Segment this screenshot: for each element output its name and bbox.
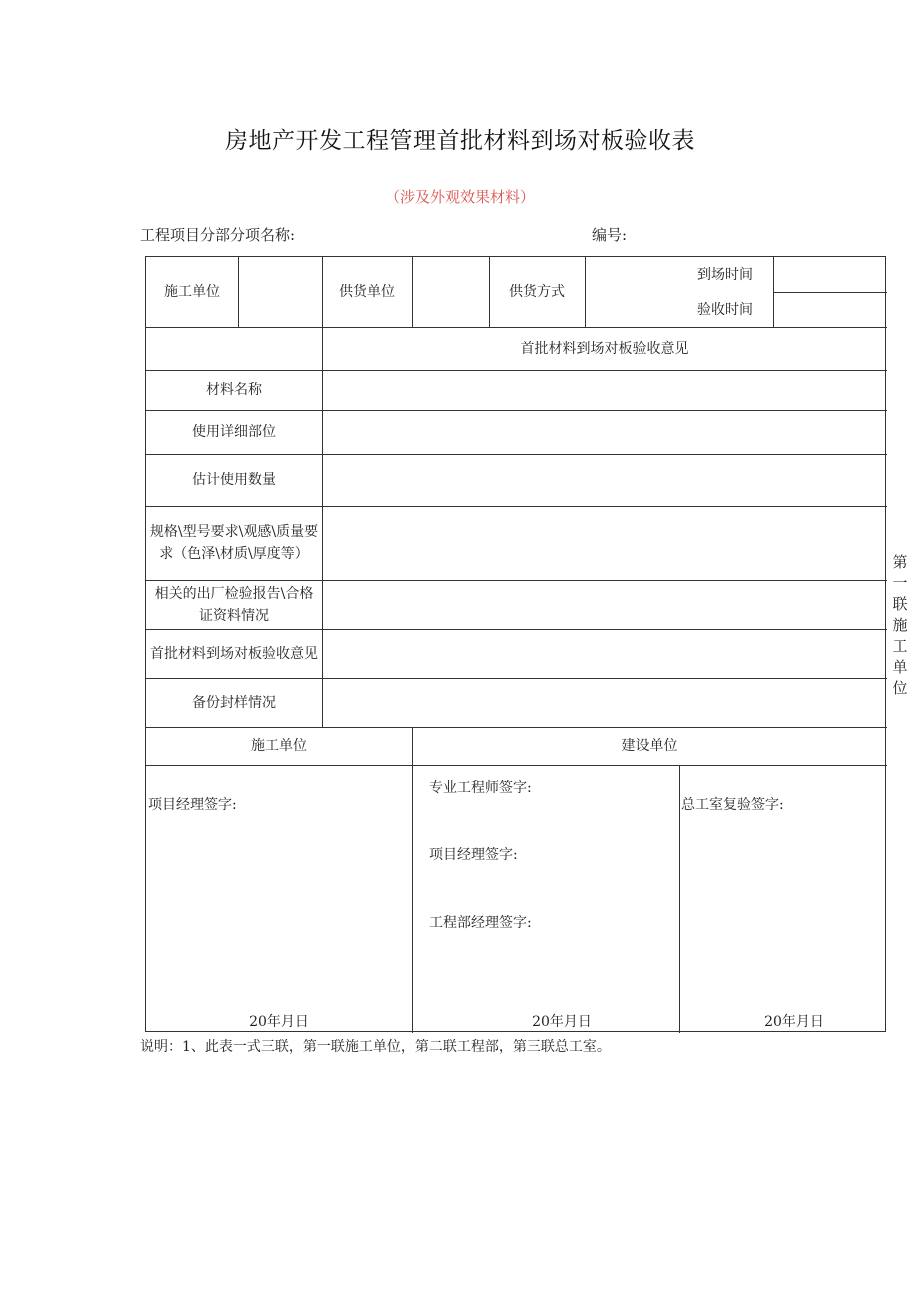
form-title: 房地产开发工程管理首批材料到场对板验收表 bbox=[225, 128, 695, 154]
row-label-first-batch-opinion: 首批材料到场对板验收意见 bbox=[150, 645, 318, 662]
project-manager-signature: 项目经理签字: bbox=[148, 797, 237, 813]
engineering-dept-manager-signature: 工程部经理签字: bbox=[429, 915, 532, 931]
date-chief-engineer-office: 20年月日 bbox=[764, 1014, 824, 1030]
supplier-unit-label: 供货单位 bbox=[339, 284, 395, 300]
acceptance-form-table bbox=[145, 256, 886, 1032]
row-label-material-name: 材料名称 bbox=[206, 382, 262, 398]
professional-engineer-signature: 专业工程师签字: bbox=[429, 780, 532, 796]
supply-method-label: 供货方式 bbox=[509, 284, 565, 300]
row-label-usage-location: 使用详细部位 bbox=[192, 424, 276, 440]
row-label-inspection-reports: 相关的出厂检验报告\合格证资料情况 bbox=[154, 585, 314, 624]
acceptance-time-label: 验收时间 bbox=[697, 301, 753, 318]
date-owner-engineers: 20年月日 bbox=[532, 1014, 592, 1030]
form-number-label: 编号: bbox=[592, 226, 628, 244]
row-label-sample-sealing: 备份封样情况 bbox=[192, 694, 276, 711]
footnote: 说明：1、此表一式三联，第一联施工单位，第二联工程部，第三联总工室。 bbox=[140, 1039, 611, 1055]
opinion-column-header: 首批材料到场对板验收意见 bbox=[520, 340, 689, 357]
owner-project-manager-signature: 项目经理签字: bbox=[429, 847, 518, 863]
copy-side-label: 第 一 联 施 工 单 位 bbox=[892, 553, 908, 697]
row-label-spec-requirements: 规格\型号要求\观感\质量要求（色泽\材质\厚度等） bbox=[149, 524, 319, 562]
row-label-estimated-quantity: 估计使用数量 bbox=[192, 472, 276, 488]
form-subtitle: （涉及外观效果材料） bbox=[384, 188, 535, 206]
signature-header-owner-unit: 建设单位 bbox=[621, 738, 678, 754]
signature-header-construction-unit: 施工单位 bbox=[251, 738, 307, 754]
chief-engineer-office-signature: 总工室复验签字: bbox=[681, 797, 784, 813]
project-name-label: 工程项目分部分项名称: bbox=[140, 226, 296, 244]
date-construction-unit: 20年月日 bbox=[249, 1014, 309, 1030]
construction-unit-label: 施工单位 bbox=[164, 284, 220, 300]
arrival-time-label: 到场时间 bbox=[697, 266, 753, 283]
